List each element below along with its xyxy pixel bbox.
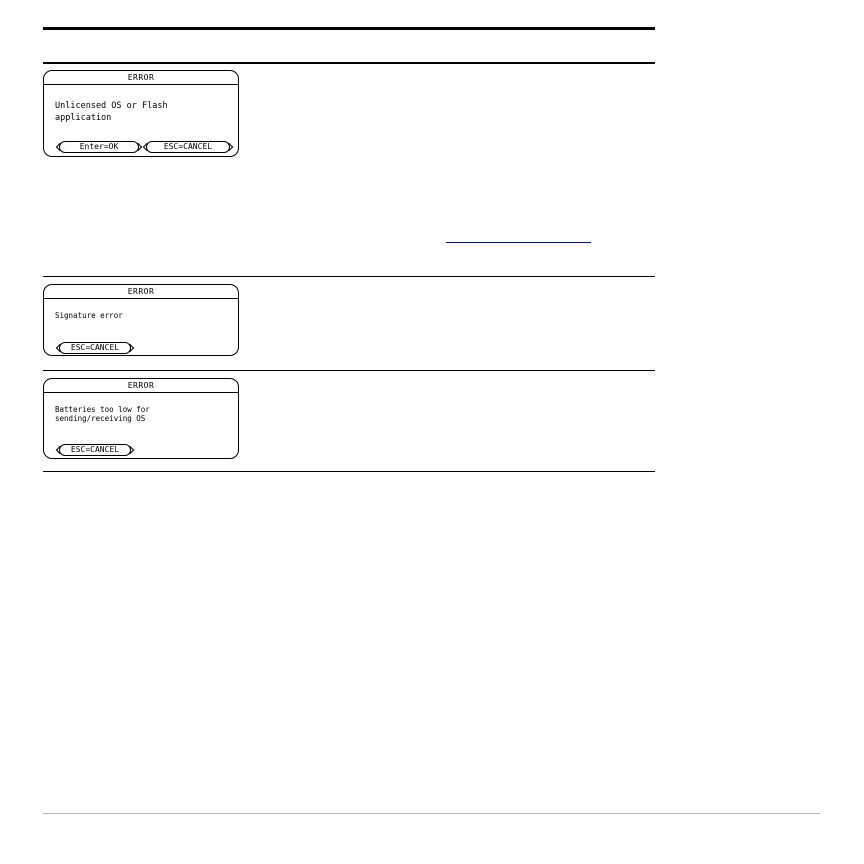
row-divider (43, 276, 655, 277)
dialog-title: ERROR (44, 285, 238, 299)
esc-cancel-button[interactable]: ESC=CANCEL (59, 342, 131, 354)
esc-cancel-button[interactable]: ESC=CANCEL (146, 141, 230, 153)
table-bottom-rule (43, 471, 655, 472)
table-header-rule (43, 62, 655, 64)
hyperlink-underline[interactable] (446, 242, 591, 243)
table-top-rule (43, 27, 655, 30)
error-dialog-unlicensed (43, 70, 239, 157)
dialog-title: ERROR (44, 379, 238, 393)
esc-cancel-button[interactable]: ESC=CANCEL (59, 444, 131, 456)
page-footer-rule (43, 813, 820, 814)
dialog-message: Unlicensed OS or Flash application (55, 101, 168, 123)
error-dialog-signature (43, 284, 239, 356)
dialog-title: ERROR (44, 71, 238, 85)
dialog-message: Batteries too low for sending/receiving OS (55, 405, 150, 423)
dialog-message: Signature error (55, 311, 123, 320)
enter-ok-button[interactable]: Enter=OK (59, 141, 139, 153)
error-dialog-batteries (43, 378, 239, 459)
row-divider (43, 370, 655, 371)
